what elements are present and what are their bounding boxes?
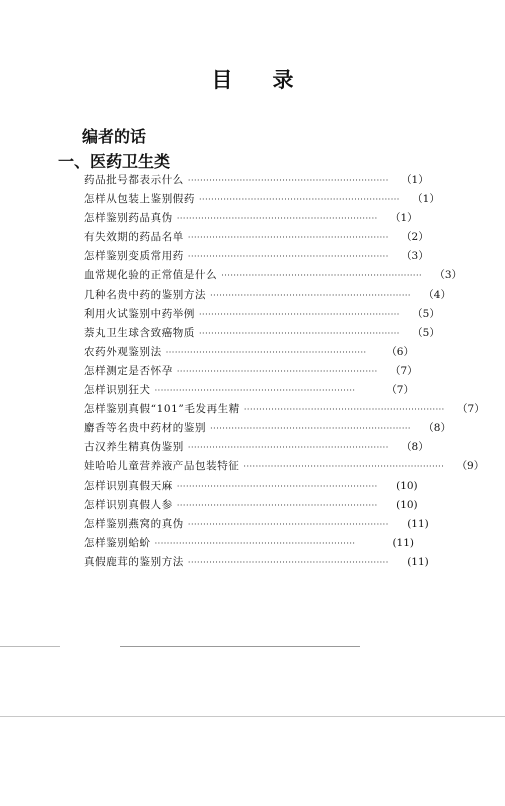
scan-edge-line: [0, 646, 60, 647]
toc-entry-title: 萘丸卫生球含致癌物质: [84, 326, 195, 339]
toc-entry[interactable]: [84, 554, 429, 573]
toc-entry-page: （9）: [456, 460, 485, 473]
toc-entry-title: 药品批号都表示什么: [84, 174, 184, 186]
leader-dots: ··································································: [199, 195, 400, 205]
leader-dots: ··································································: [210, 424, 411, 434]
toc-entry-title: 利用火试鉴别中药举例: [84, 307, 195, 320]
toc-entry-page: （7）: [386, 384, 414, 397]
preface-heading[interactable]: 编者的话: [82, 127, 147, 146]
toc-entry-page: （4）: [423, 288, 451, 301]
toc-entry[interactable]: [84, 478, 418, 497]
toc-entry-title: 怎样鉴别燕窝的真伪: [84, 517, 184, 530]
toc-entry[interactable]: [84, 420, 451, 439]
toc-entry-page: （1）: [401, 174, 429, 186]
leader-dots: ··································································: [187, 519, 389, 529]
toc-list: [84, 172, 485, 573]
scan-edge-line: [0, 716, 505, 717]
toc-entry-page: （8）: [423, 422, 451, 435]
toc-entry-page: （5）: [412, 307, 440, 320]
toc-entry[interactable]: [84, 210, 418, 229]
page-title-char-2: 录: [272, 68, 294, 92]
toc-entry-title: 怎样识别真假天麻: [84, 479, 173, 492]
toc-entry-title: 怎样测定是否怀孕: [84, 364, 173, 377]
toc-entry[interactable]: [84, 516, 429, 535]
leader-dots: ··································································: [187, 233, 389, 243]
leader-dots: ··································································: [176, 481, 378, 491]
section-heading[interactable]: 一、医药卫生类: [58, 152, 171, 171]
toc-entry[interactable]: [84, 229, 429, 248]
leader-dots: ··································································: [221, 271, 423, 281]
toc-entry-page: (11): [407, 555, 429, 568]
toc-entry[interactable]: [84, 439, 429, 458]
toc-entry[interactable]: [84, 172, 429, 191]
toc-entry-title: 农药外观鉴别法: [84, 345, 162, 358]
leader-dots: ··································································: [176, 500, 378, 510]
toc-entry-title: 怎样识别真假人参: [84, 498, 173, 511]
toc-entry-title: 有失效期的药品名单: [84, 231, 184, 244]
toc-entry-page: （1）: [389, 212, 418, 225]
toc-entry-title: 怎样鉴别药品真伪: [84, 212, 173, 225]
leader-dots: ··································································: [243, 405, 445, 415]
leader-dots: ··································································: [243, 462, 445, 472]
page-title-char-1: 目: [211, 68, 233, 92]
toc-entry[interactable]: [84, 497, 418, 516]
leader-dots: ··································································: [187, 557, 389, 567]
toc-entry-title: 怎样鉴别变质常用药: [84, 250, 184, 263]
toc-entry[interactable]: [84, 191, 440, 210]
toc-entry-title: 血常规化验的正常值是什么: [84, 269, 218, 282]
leader-dots: ··································································: [187, 443, 389, 453]
leader-dots: ··································································: [176, 366, 378, 376]
toc-entry-page: （3）: [401, 250, 429, 263]
page-title: [0, 64, 505, 94]
toc-entry-title: 娃哈哈儿童营养液产品包装特征: [84, 460, 240, 473]
leader-dots: ··································································: [210, 290, 411, 300]
leader-dots: ··································································: [154, 386, 356, 396]
leader-dots: ··································································: [187, 176, 389, 185]
leader-dots: ··································································: [199, 328, 400, 338]
toc-entry-title: 怎样鉴别蛤蚧: [84, 536, 151, 549]
scan-edge-line: [120, 646, 360, 647]
toc-entry[interactable]: [84, 267, 463, 286]
toc-entry-page: （8）: [401, 441, 429, 454]
toc-entry-page: （5）: [412, 326, 440, 339]
toc-entry-title: 真假鹿茸的鉴别方法: [84, 555, 184, 568]
toc-entry-page: (10): [396, 498, 418, 511]
toc-entry[interactable]: [84, 363, 418, 382]
leader-dots: ··································································: [176, 214, 378, 224]
toc-entry-page: (11): [407, 517, 429, 530]
toc-entry-title: 怎样从包装上鉴别假药: [84, 193, 195, 206]
toc-entry-page: （3）: [434, 269, 463, 282]
toc-entry-page: (10): [396, 479, 418, 492]
toc-entry[interactable]: [84, 325, 440, 344]
toc-entry-title: 麝香等名贵中药材的鉴别: [84, 422, 207, 435]
toc-entry-page: (11): [392, 536, 414, 549]
toc-entry-page: （2）: [401, 231, 429, 244]
toc-entry-title: 怎样识别狂犬: [84, 384, 151, 397]
toc-entry[interactable]: [84, 248, 429, 267]
toc-entry-title: 怎样鉴别真假“101”毛发再生精: [84, 403, 240, 416]
toc-entry[interactable]: [84, 287, 451, 306]
toc-entry[interactable]: [84, 458, 485, 477]
toc-entry[interactable]: [84, 344, 414, 363]
leader-dots: ··································································: [165, 347, 367, 357]
leader-dots: ··································································: [199, 309, 400, 319]
toc-entry-title: 古汉养生精真伪鉴别: [84, 441, 184, 454]
leader-dots: ··································································: [187, 252, 389, 262]
toc-entry-page: （6）: [386, 345, 414, 358]
toc-entry[interactable]: [84, 535, 414, 554]
toc-entry[interactable]: [84, 401, 485, 420]
toc-entry-page: （7）: [457, 403, 485, 416]
toc-entry-page: （7）: [389, 364, 418, 377]
toc-entry-page: （1）: [412, 193, 440, 206]
toc-entry[interactable]: [84, 306, 440, 325]
leader-dots: ··································································: [154, 538, 356, 548]
toc-entry[interactable]: [84, 382, 414, 401]
toc-entry-title: 几种名贵中药的鉴别方法: [84, 288, 207, 301]
